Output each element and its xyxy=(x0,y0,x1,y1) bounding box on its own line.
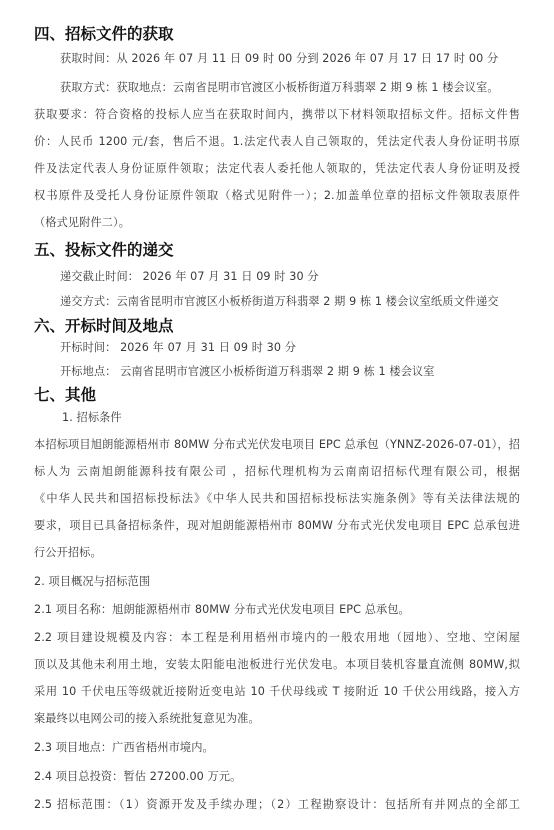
acquisition-requirement-line: （格式见附件二）。 xyxy=(34,216,130,229)
project-location: 2.3 项目地点：广西省梧州市境内。 xyxy=(34,741,214,754)
project-scale-line: 采用 10 千伏电压等级就近接附近变电站 10 千伏母线或 T 接附近 10 千伏公用线路，接入方 xyxy=(34,685,520,698)
opening-time: 开标时间： 2026 年 07 月 31 日 09 时 30 分 xyxy=(60,341,297,354)
project-name: 2.1 项目名称：旭朗能源梧州市 80MW 分布式光伏发电项目 EPC 总承包。 xyxy=(34,603,410,616)
acquisition-requirement-line: 件及法定代表人身份证原件领取；法定代表人委托他人领取的，凭法定代表人身份证明及授 xyxy=(34,162,520,175)
acquisition-requirement-line: 价：人民币 1200 元/套，售后不退。1.法定代表人自己领取的，凭法定代表人身份证明书原 xyxy=(34,135,520,148)
project-scale-line: 案最终以电网公司的接入系统批复意见为准。 xyxy=(34,712,260,725)
project-scale-line: 2.2 项目建设规模及内容：本工程是利用梧州市境内的一般农用地（园地）、空地、空闲屋 xyxy=(34,631,520,644)
tender-conditions-line: 本招标项目旭朗能源梧州市 80MW 分布式光伏发电项目 EPC 总承包（YNNZ-2026-07-01），招 xyxy=(34,438,520,451)
section-heading-opening: 六、开标时间及地点 xyxy=(34,317,174,335)
subsection-tender-conditions: 1. 招标条件 xyxy=(62,411,122,424)
section-heading-acquisition: 四、招标文件的获取 xyxy=(34,25,174,43)
acquisition-time: 获取时间：从 2026 年 07 月 11 日 09 时 00 分到 2026 年 07 月 17 日 17 时 00 分 xyxy=(60,52,499,65)
tender-scope: 2.5 招标范围：（1）资源开发及手续办理；（2）工程勘察设计：包括所有并网点的全部工 xyxy=(34,798,520,811)
opening-place: 开标地点： 云南省昆明市官渡区小板桥街道万科翡翠 2 期 9 栋 1 楼会议室 xyxy=(60,365,435,378)
submission-method: 递交方式：云南省昆明市官渡区小板桥街道万科翡翠 2 期 9 栋 1 楼会议室纸质文件递交 xyxy=(60,295,499,308)
tender-conditions-line: 《中华人民共和国招标投标法》《中华人民共和国招标投标法实施条例》等有关法律法规的 xyxy=(34,492,520,505)
tender-conditions-line: 要求，项目已具备招标条件，现对旭朗能源梧州市 80MW 分布式光伏发电项目 EPC 总承包进 xyxy=(34,519,520,532)
submission-deadline: 递交截止时间： 2026 年 07 月 31 日 09 时 30 分 xyxy=(60,270,319,283)
section-heading-other: 七、其他 xyxy=(34,386,97,404)
acquisition-method: 获取方式：获取地点：云南省昆明市官渡区小板桥街道万科翡翠 2 期 9 栋 1 楼会议室。 xyxy=(60,81,499,94)
tender-conditions-line: 标人为 云南旭朗能源科技有限公司 ，招标代理机构为云南南诏招标代理有限公司，根据 xyxy=(34,465,520,478)
project-investment: 2.4 项目总投资：暂估 27200.00 万元。 xyxy=(34,770,242,783)
section-heading-submission: 五、投标文件的递交 xyxy=(34,241,174,259)
acquisition-requirement-line: 获取要求：符合资格的投标人应当在获取时间内，携带以下材料领取招标文件。招标文件售 xyxy=(34,108,520,121)
acquisition-requirement-line: 权书原件及受托人身份证原件领取（格式见附件一）；2.加盖单位章的招标文件领取表原件 xyxy=(34,189,520,202)
subsection-project-overview: 2. 项目概况与招标范围 xyxy=(34,575,151,588)
project-scale-line: 顶以及其他未利用土地，安装太阳能电池板进行光伏发电。本项目装机容量直流侧 80MW,拟 xyxy=(34,658,520,671)
tender-conditions-line: 行公开招标。 xyxy=(34,546,102,559)
